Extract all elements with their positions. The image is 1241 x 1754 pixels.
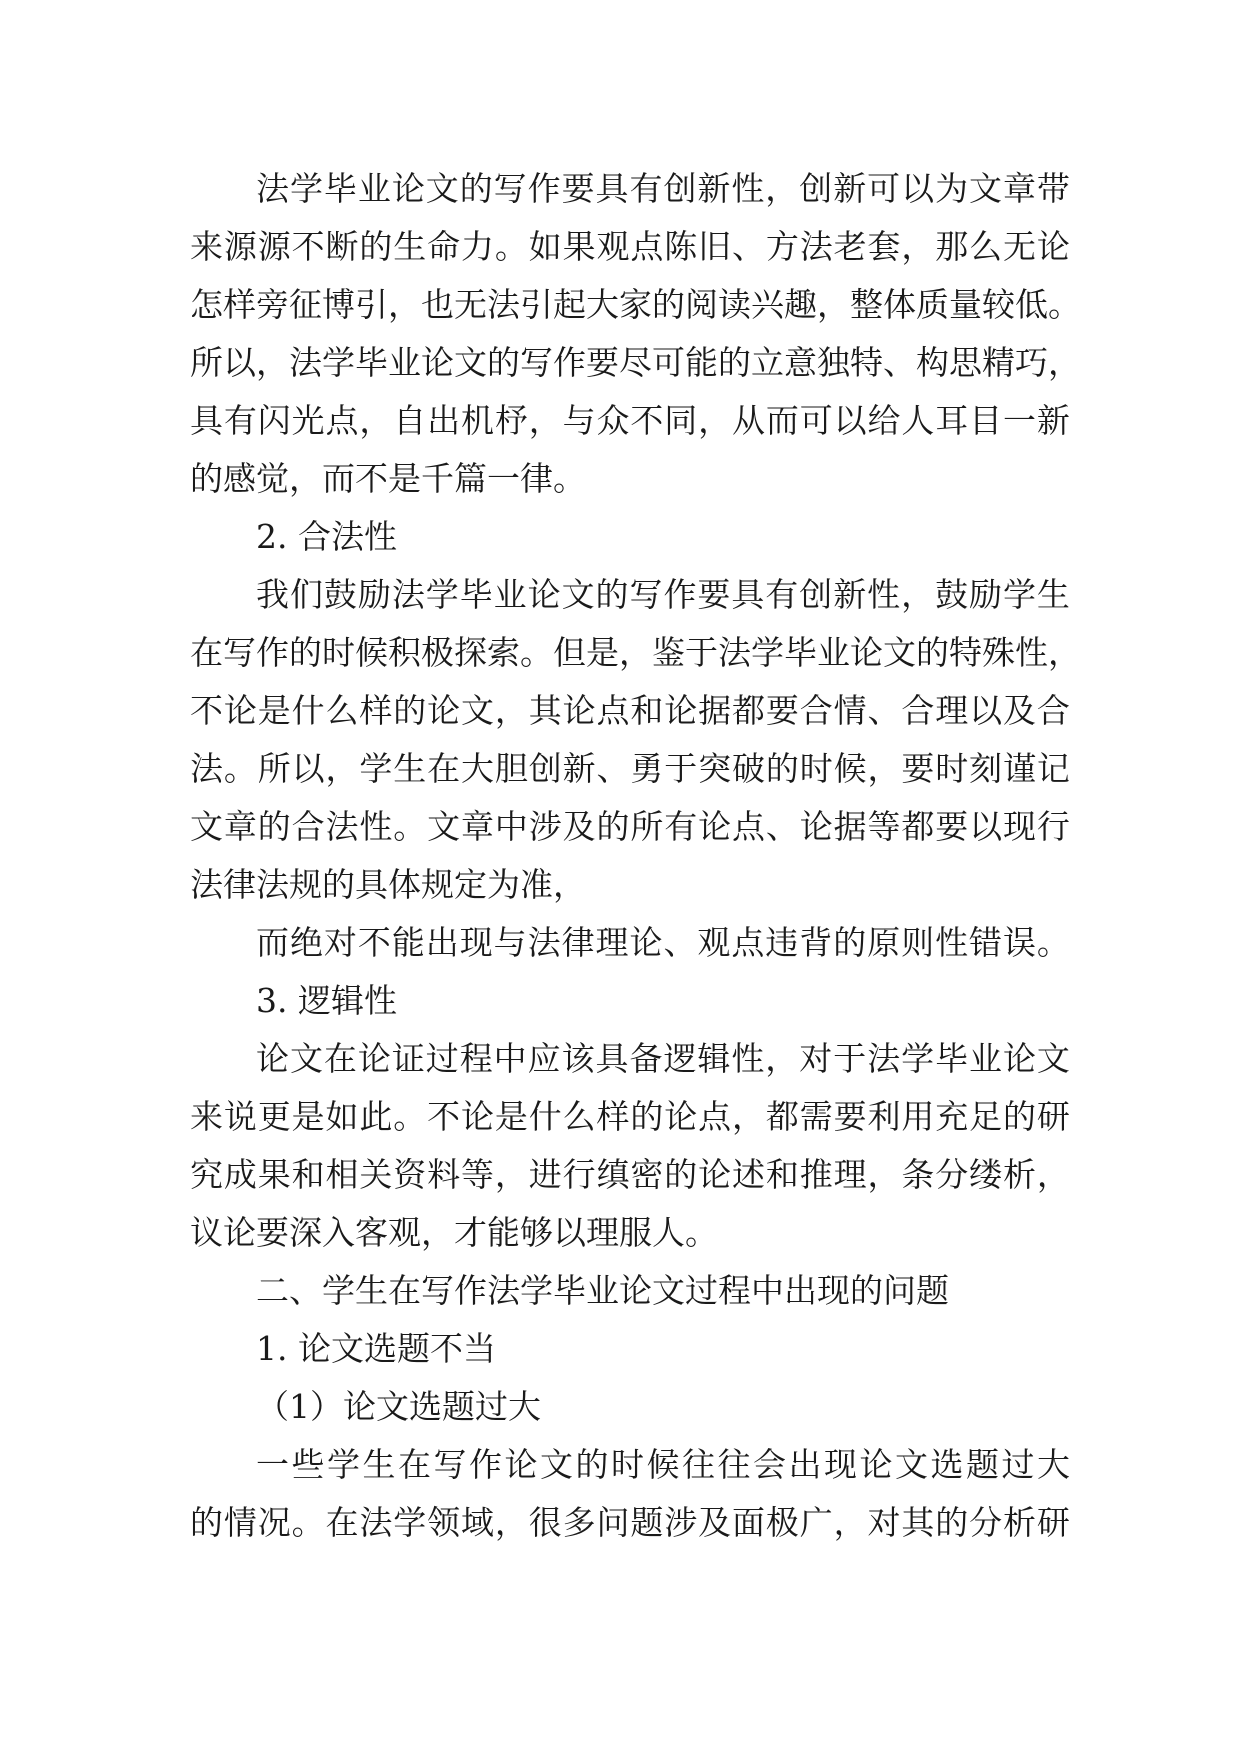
text-line: 议论要深入客观，才能够以理服人。	[190, 1213, 718, 1252]
text-line: 我 们 鼓 励 法 学 毕 业 论 文 的 写 作 要 具 有 创 新 性 ， 鼓 励 学 生	[256, 575, 1070, 614]
text-line: 的 情 况 。 在 法 学 领 域 ， 很 多 问 题 涉 及 面 极 广 ， 对 其 的 分 析 研	[190, 1503, 1070, 1542]
text-line: 在 写 作 的 时 候 积 极 探 索 。 但 是 ， 鉴 于 法 学 毕 业 论 文 的 特 殊 性 ，	[190, 633, 1081, 672]
text-line: 究 成 果 和 相 关 资 料 等 ， 进 行 缜 密 的 论 述 和 推 理 ， 条 分 缕 析 ，	[190, 1155, 1070, 1194]
text-line: 具 有 闪 光 点 ， 自 出 机 杼 ， 与 众 不 同 ， 从 而 可 以 给 人 耳 目 一 新	[190, 401, 1070, 440]
text-line: 2. 合法性	[256, 517, 397, 556]
text-line: 所 以 ， 法 学 毕 业 论 文 的 写 作 要 尽 可 能 的 立 意 独 特 、 构 思 精 巧 ，	[190, 343, 1081, 382]
text-line: 来 说 更 是 如 此 。 不 论 是 什 么 样 的 论 点 ， 都 需 要 利 用 充 足 的 研	[190, 1097, 1070, 1136]
text-line: 论 文 在 论 证 过 程 中 应 该 具 备 逻 辑 性 ， 对 于 法 学 毕 业 论 文	[256, 1039, 1070, 1078]
text-line: 二、学生在写作法学毕业论文过程中出现的问题	[256, 1271, 949, 1310]
text-line: 1. 论文选题不当	[256, 1329, 496, 1368]
text-line: 3. 逻辑性	[256, 981, 397, 1020]
text-line: 一 些 学 生 在 写 作 论 文 的 时 候 往 往 会 出 现 论 文 选 题 过 大	[256, 1445, 1070, 1484]
text-line: 的感觉，而不是千篇一律。	[190, 459, 586, 498]
text-line: （1）论文选题过大	[256, 1387, 541, 1426]
text-line: 而 绝 对 不 能 出 现 与 法 律 理 论 、 观 点 违 背 的 原 则 性 错 误 。	[256, 923, 1070, 962]
document-body	[190, 160, 1081, 1552]
text-line: 怎 样 旁 征 博 引 ， 也 无 法 引 起 大 家 的 阅 读 兴 趣 ， 整 体 质 量 较 低 。	[190, 285, 1081, 324]
text-line: 文 章 的 合 法 性 。 文 章 中 涉 及 的 所 有 论 点 、 论 据 等 都 要 以 现 行	[190, 807, 1070, 846]
text-line: 法 。 所 以 ， 学 生 在 大 胆 创 新 、 勇 于 突 破 的 时 候 ， 要 时 刻 谨 记	[190, 749, 1070, 788]
text-line: 不 论 是 什 么 样 的 论 文 ， 其 论 点 和 论 据 都 要 合 情 、 合 理 以 及 合	[190, 691, 1070, 730]
text-line: 法律法规的具体规定为准，	[190, 865, 586, 904]
text-line: 法 学 毕 业 论 文 的 写 作 要 具 有 创 新 性 ， 创 新 可 以 为 文 章 带	[256, 169, 1070, 208]
text-line: 来 源 源 不 断 的 生 命 力 。 如 果 观 点 陈 旧 、 方 法 老 套 ， 那 么 无 论	[190, 227, 1070, 266]
